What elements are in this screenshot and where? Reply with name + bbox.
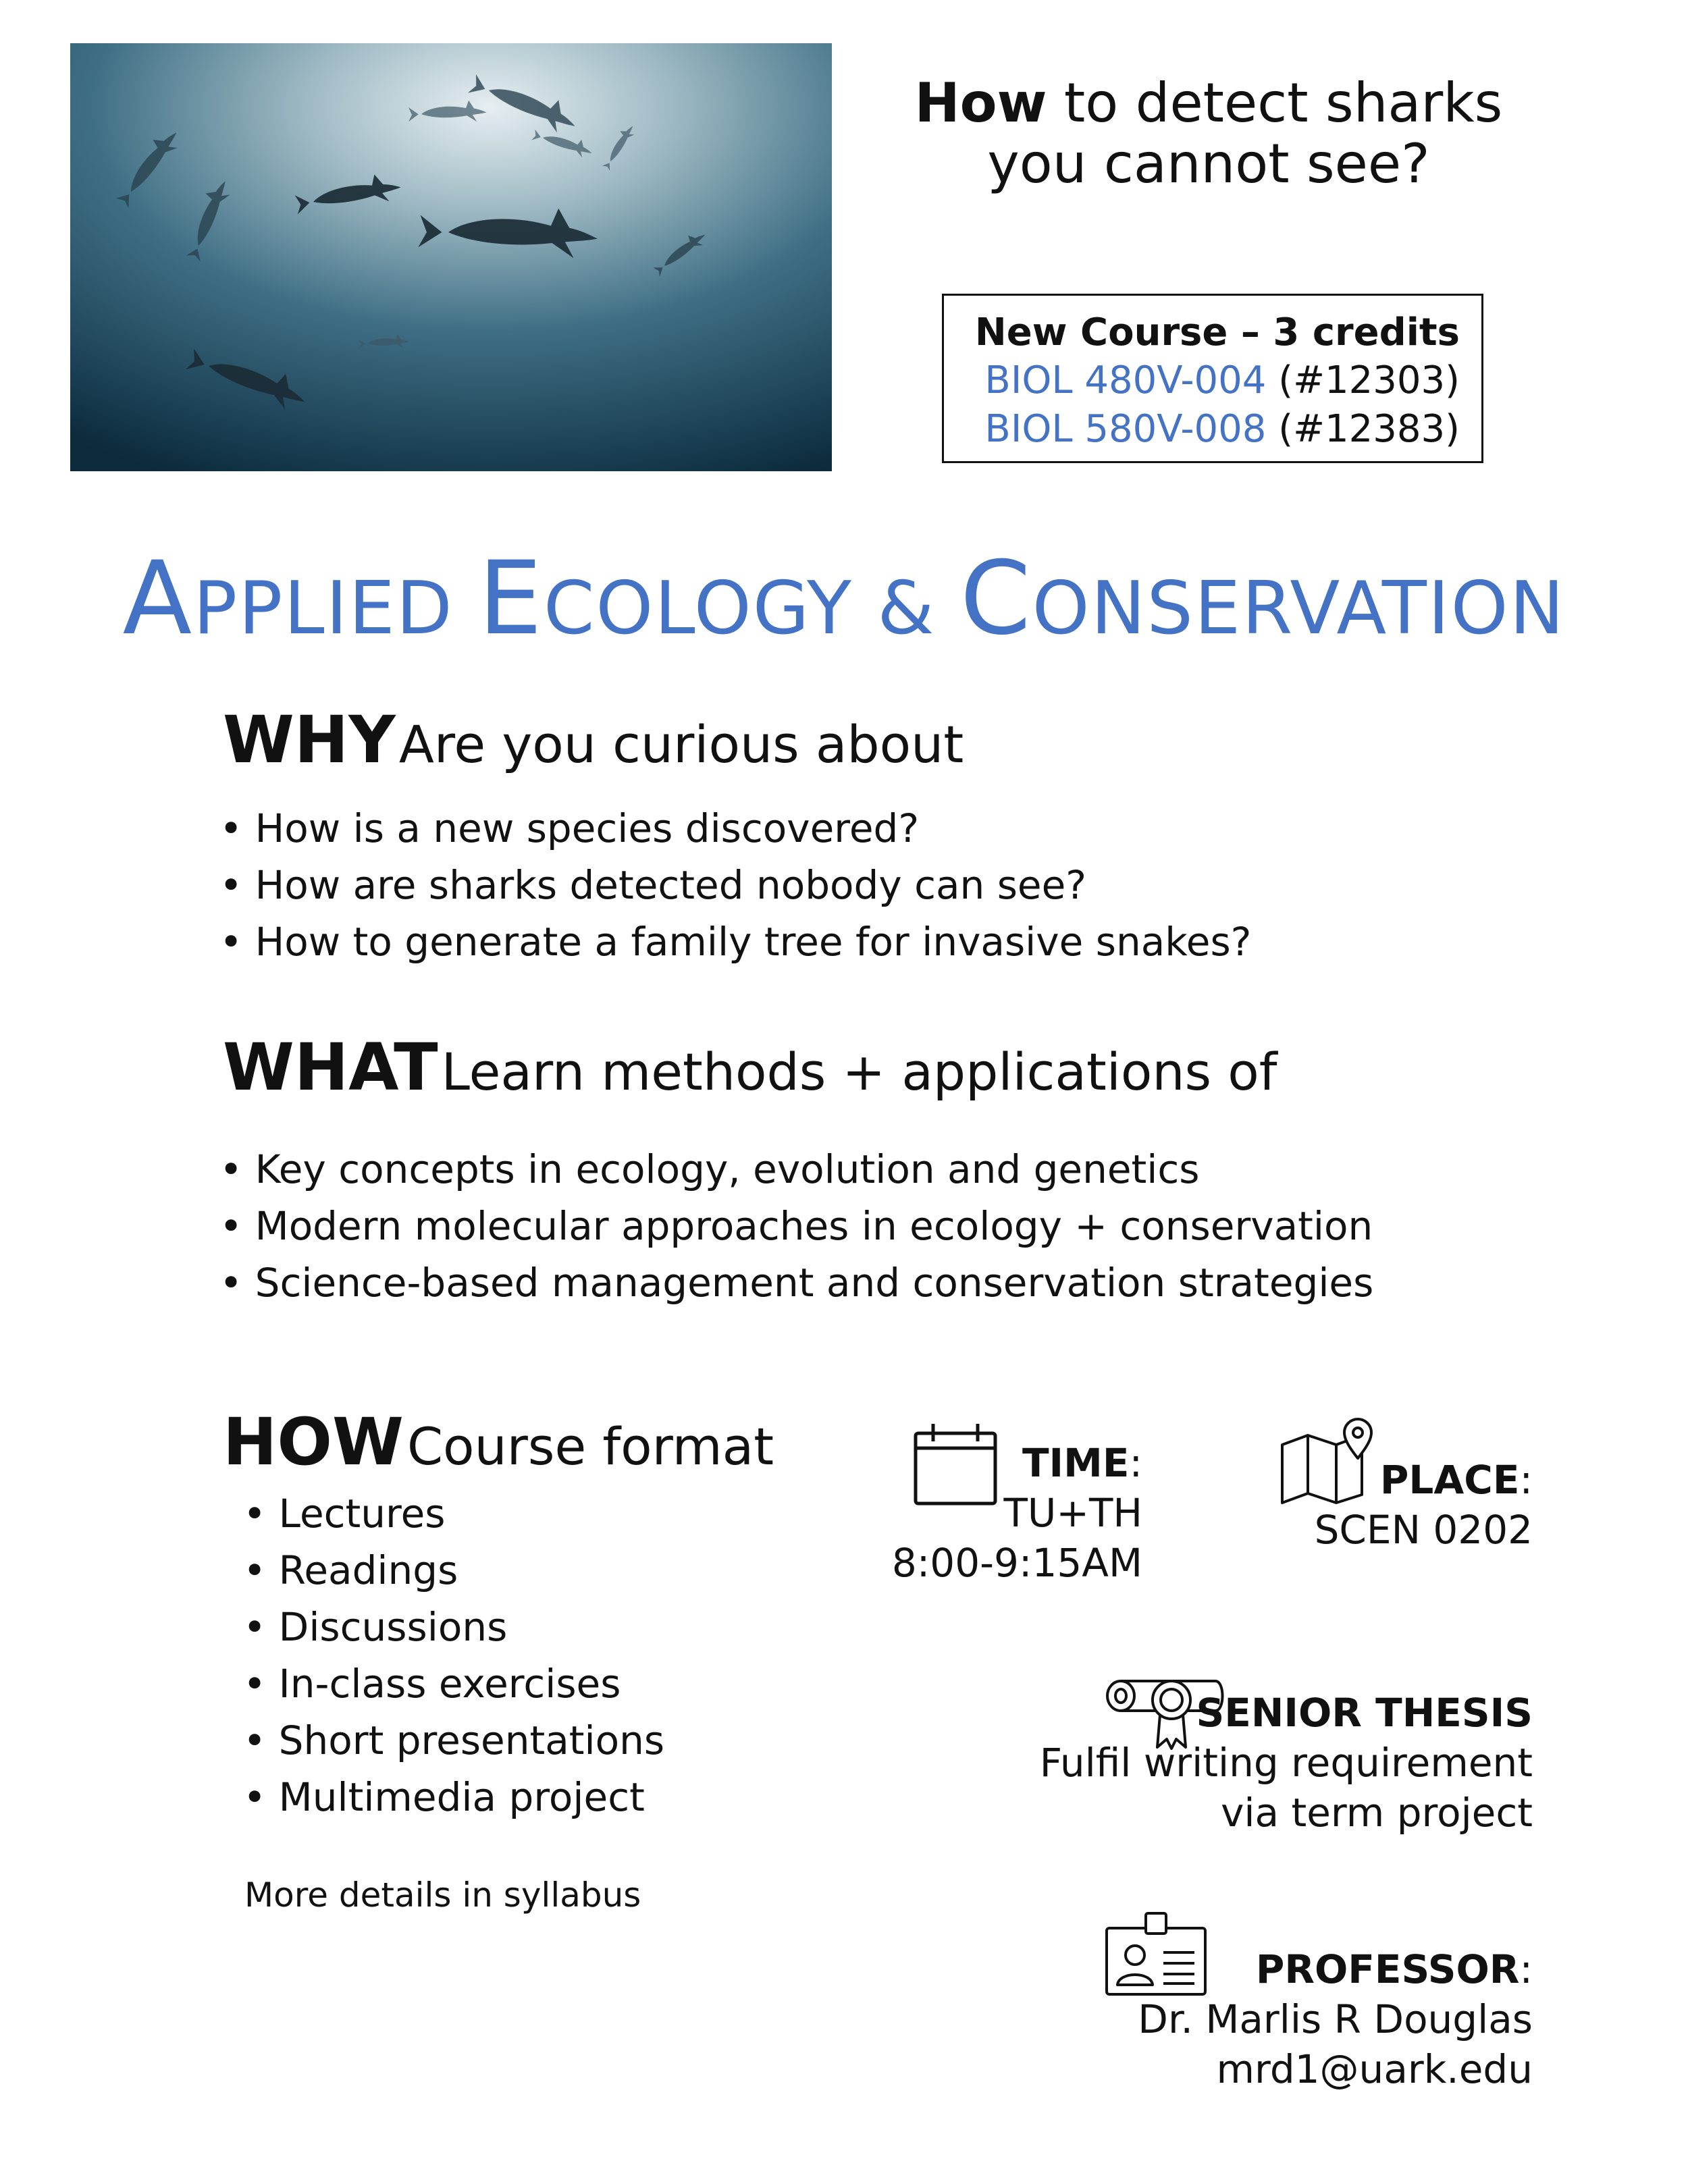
list-item: • Discussions: [243, 1599, 664, 1655]
place-label: PLACE: [1379, 1457, 1520, 1503]
how-heading: [223, 1404, 774, 1480]
syllabus-note: More details in syllabus: [244, 1875, 641, 1915]
time-days: TU+TH: [1003, 1490, 1142, 1536]
professor-email[interactable]: mrd1@uark.edu: [1216, 2046, 1533, 2092]
thesis-line2: via term project: [1221, 1790, 1533, 1836]
list-item: • Readings: [243, 1542, 664, 1599]
thesis-label: SENIOR THESIS: [1196, 1690, 1533, 1736]
list-item: • How to generate a family tree for invasive snakes?: [219, 913, 1251, 970]
how-keyword: HOW: [223, 1404, 404, 1480]
list-item: • Multimedia project: [243, 1769, 664, 1826]
headline: [830, 73, 1587, 194]
thesis-block: [1013, 1688, 1533, 1838]
headline-bold: How: [914, 72, 1047, 134]
why-subtitle: Are you curious about: [398, 714, 964, 774]
course-credits: New Course – 3 credits: [974, 311, 1460, 354]
headline-line1: to detect sharks: [1047, 72, 1503, 134]
title-cap-1: A: [122, 540, 194, 658]
why-keyword: WHY: [223, 702, 396, 778]
why-list: [219, 800, 1251, 970]
what-list: [219, 1141, 1373, 1311]
professor-block: PROFESSOR: Dr. Marlis R Douglas mrd1@uark.edu: [1080, 1944, 1533, 2094]
list-item: • How is a new species discovered?: [219, 800, 1251, 857]
list-item: • Modern molecular approaches in ecology + conservation: [219, 1198, 1373, 1254]
place-room: SCEN 0202: [1314, 1507, 1533, 1553]
course-code-grad: BIOL 580V-008: [984, 407, 1267, 451]
hero-shark-image: [70, 43, 832, 471]
time-hours: 8:00-9:15AM: [891, 1540, 1142, 1586]
why-heading: [223, 702, 964, 778]
title-word-3: ONSERVATION: [1032, 566, 1566, 651]
course-code-undergrad: BIOL 480V-004: [984, 358, 1267, 402]
list-item: • Lectures: [243, 1485, 664, 1542]
list-item: • Science-based management and conservation strategies: [219, 1254, 1373, 1311]
title-cap-2: E: [478, 540, 544, 658]
title-cap-3: C: [959, 540, 1032, 658]
thesis-line1: Fulfil writing requirement: [1039, 1740, 1533, 1786]
place-block: PLACE: SCEN 0202: [1283, 1455, 1533, 1555]
how-subtitle: Course format: [406, 1416, 774, 1476]
how-list: [243, 1485, 664, 1826]
time-block: TIME: TU+TH 8:00-9:15AM: [878, 1438, 1142, 1588]
title-word-1: PPLIED: [193, 566, 479, 651]
professor-label: PROFESSOR: [1255, 1946, 1520, 1992]
course-number-grad: (#12383): [1266, 407, 1460, 451]
what-subtitle: Learn methods + applications of: [441, 1042, 1277, 1102]
time-label: TIME: [1022, 1440, 1130, 1486]
list-item: • Key concepts in ecology, evolution and genetics: [219, 1141, 1373, 1198]
title-word-2: COLOGY &: [543, 566, 960, 651]
professor-name: Dr. Marlis R Douglas: [1138, 1996, 1533, 2042]
list-item: • How are sharks detected nobody can see?: [219, 857, 1251, 913]
what-heading: [223, 1030, 1277, 1105]
course-number-undergrad: (#12303): [1266, 358, 1460, 402]
course-title: [0, 540, 1688, 658]
list-item: • Short presentations: [243, 1712, 664, 1769]
what-keyword: WHAT: [223, 1030, 438, 1105]
course-info-box: [942, 294, 1483, 463]
headline-line2: you cannot see?: [987, 132, 1430, 195]
list-item: • In-class exercises: [243, 1655, 664, 1712]
